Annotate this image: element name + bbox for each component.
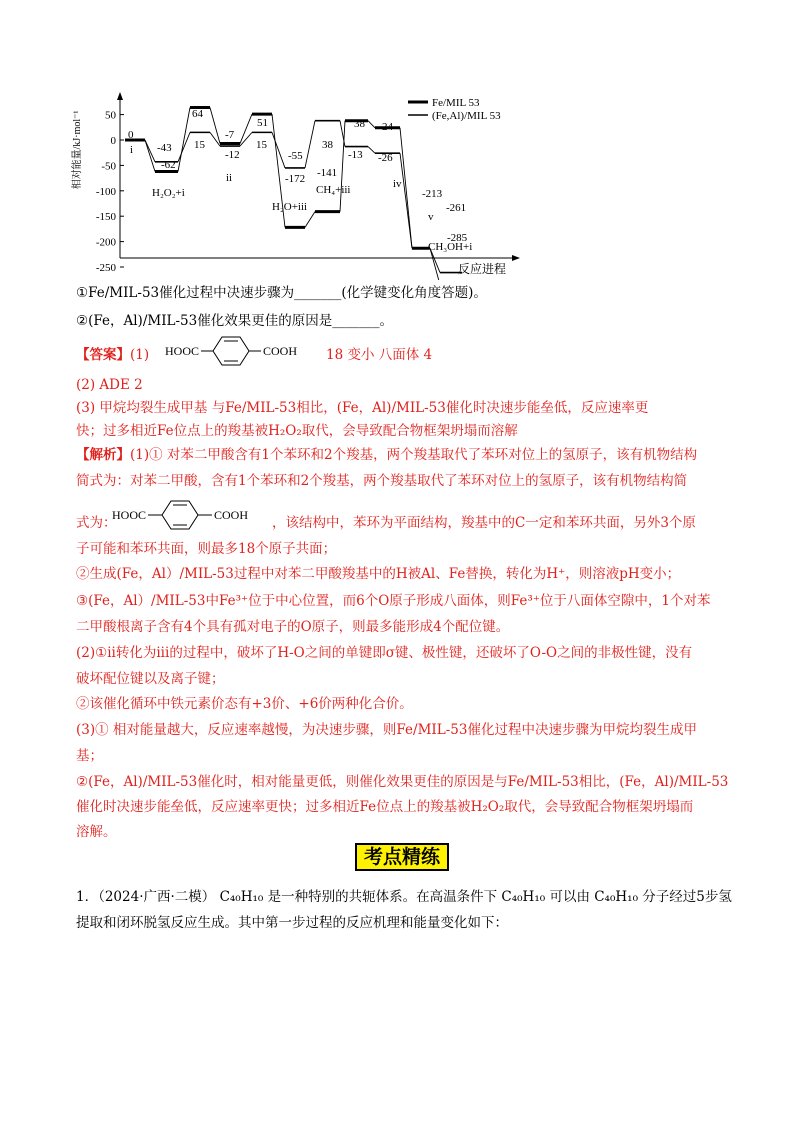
y-axis-label: 相对能量/kJ·mol⁻¹	[72, 110, 83, 190]
value-label: -7	[225, 129, 235, 141]
series-feal-connector	[272, 132, 285, 168]
y-tick-label: -50	[101, 160, 116, 173]
terephthalic-acid-structure-2	[112, 498, 272, 536]
y-tick-label: -150	[95, 211, 116, 224]
value-label: 38	[354, 118, 365, 130]
value-label: -62	[161, 159, 176, 171]
analysis-line-4: 子可能和苯环共面，则最多18个原子共面；	[76, 541, 337, 557]
series-fe-connector	[400, 128, 412, 248]
analysis-line-8: (2)①ii转化为iii的过程中，破坏了H-O之间的单键即σ键、极性键，还破坏了O-O之间的非极性键，没有	[76, 645, 693, 661]
x-axis-label: 反应进程	[458, 262, 507, 276]
analysis-line-9: 破坏配位键以及离子键；	[76, 671, 225, 687]
series-feal-connector	[305, 121, 315, 168]
question-2: ②(Fe，Al)/MIL-53催化效果更佳的原因是_______。	[76, 313, 393, 329]
state-label: CH₃OH+i	[428, 241, 473, 253]
answer-3-line-1: (3) 甲烷均裂生成甲基 与Fe/MIL-53相比，(Fe，Al)/MIL-53催化时决速步能垒低，反应速率更	[76, 400, 649, 416]
analysis-line-13: ②(Fe，Al)/MIL-53催化时，相对能量更低，则催化效果更佳的原因是与Fe/MIL-53相比，(Fe，Al)/MIL-53	[76, 774, 729, 790]
analysis-line-1	[76, 445, 697, 465]
answer-label: 【答案】	[76, 347, 130, 363]
series-feal-connector	[400, 153, 412, 248]
value-label: -172	[285, 173, 306, 185]
structure-left-label: HOOC	[165, 344, 200, 358]
value-label: -12	[225, 149, 240, 161]
series-feal-connector	[368, 147, 375, 154]
analysis-line-7: 二甲酸根离子含有4个具有孤对电子的O原子，则最多能形成4个配位键。	[76, 619, 510, 635]
x-axis-arrow	[512, 255, 520, 261]
state-label: ii	[226, 172, 233, 184]
state-label: iv	[393, 178, 402, 190]
answer-1-rest: 18 变小 八面体 4	[326, 347, 433, 363]
analysis-line-3b: ，该结构中，苯环为平面结构，羧基中的C一定和苯环共面，另外3个原	[272, 515, 696, 531]
problem-line-2: 提取和闭环脱氢反应生成。其中第一步过程的反应机理和能量变化如下：	[76, 915, 508, 931]
analysis-line-3a: 式为：	[76, 515, 117, 531]
legend-label-fe: Fe/MIL 53	[432, 97, 480, 109]
value-label: -13	[348, 149, 363, 161]
y-tick-label: -250	[95, 262, 116, 274]
value-label: -43	[157, 142, 172, 154]
state-label: CH₄+iii	[316, 184, 351, 196]
analysis-line-10: ②该催化循环中铁元素价态有+3价、+6价两种化合价。	[76, 696, 413, 712]
value-label: -26	[378, 152, 393, 164]
value-label: -141	[317, 167, 338, 179]
y-tick-label: -200	[95, 236, 116, 249]
analysis-label: 【解析】	[76, 447, 130, 463]
value-label: 64	[192, 108, 203, 120]
analysis-line-15: 溶解。	[76, 824, 117, 840]
series-feal-connector	[145, 140, 155, 162]
structure-left-label: HOOC	[112, 508, 147, 522]
state-label: i	[130, 144, 134, 156]
answer-1-num: (1)	[130, 347, 150, 363]
series-feal-connector	[178, 132, 190, 161]
answer-line-1	[76, 345, 149, 365]
legend-label-feal: (Fe,Al)/MIL 53	[432, 110, 501, 122]
analysis-line-14: 催化时决速步能垒低，反应速率更快；过多相近Fe位点上的羧基被H₂O₂取代，会导致配合物框架坍塌而	[76, 799, 694, 815]
value-label: 51	[257, 117, 268, 129]
series-fe-connector	[210, 107, 220, 143]
series-fe-connector	[145, 140, 155, 171]
value-label: 0	[128, 129, 134, 141]
analysis-line-2: 简式为：对苯二甲酸，含有1个苯环和2个羧基，两个羧基取代了苯环对位上的氢原子，该有机物结构简	[76, 473, 688, 489]
value-label: 15	[256, 139, 267, 151]
answer-3-line-2: 快；过多相近Fe位点上的羧基被H₂O₂取代，会导致配合物框架坍塌而溶解	[76, 423, 518, 439]
section-title-badge: 考点精练	[355, 843, 449, 871]
state-label: H₂O₂+i	[152, 187, 185, 199]
value-label: -213	[422, 188, 443, 200]
value-label: 15	[194, 139, 205, 151]
analysis-line-12: 基；	[76, 748, 103, 764]
structure-right-label: COOH	[214, 508, 249, 522]
y-tick-label: -100	[95, 185, 116, 198]
value-label: -55	[288, 150, 303, 162]
state-label: H₂O+iii	[272, 201, 308, 213]
value-label: 24	[382, 121, 393, 133]
series-fe-connector	[368, 121, 375, 128]
problem-line-1: 1．（2024·广西·二模） C₄₀H₁₀ 是一种特别的共轭体系。在高温条件下 C₄₀H₁₀ 可以由 C₄₀H₁₀ 分子经过5步氢	[76, 889, 732, 905]
analysis-line-5: ②生成(Fe，Al）/MIL-53过程中对苯二甲酸羧基中的H被Al、Fe替换，转化为H⁺，则溶液pH变小；	[76, 566, 681, 582]
state-label: v	[428, 211, 434, 223]
question-1: ①Fe/MIL-53催化过程中决速步骤为_______(化学键变化角度答题)。	[76, 285, 487, 301]
value-label: -261	[446, 202, 467, 214]
answer-2: (2) ADE 2	[76, 377, 143, 393]
structure-right-label: COOH	[263, 344, 298, 358]
value-label: 38	[322, 139, 333, 151]
energy-chart	[60, 90, 530, 280]
series-fe-connector	[305, 212, 315, 228]
analysis-text-1: (1)① 对苯二甲酸含有1个苯环和2个羧基，两个羧基取代了苯环对位上的氢原子，该有机物结构	[130, 447, 698, 463]
value-label: -285	[447, 232, 468, 244]
analysis-line-6: ③(Fe，Al）/MIL-53中Fe³⁺位于中心位置，而6个O原子形成八面体，则Fe³⁺位于八面体空隙中，1个对苯	[76, 593, 711, 609]
y-tick-label: 0	[110, 135, 116, 147]
analysis-line-11: (3)① 相对能量越大，反应速率越慢，为决速步骤，则Fe/MIL-53催化过程中决速步骤为甲烷均裂生成甲	[76, 722, 697, 738]
terephthalic-acid-structure-1	[165, 334, 315, 372]
series-fe-connector	[178, 107, 190, 171]
y-axis-arrow	[117, 92, 123, 100]
y-tick-label: 50	[105, 109, 116, 122]
